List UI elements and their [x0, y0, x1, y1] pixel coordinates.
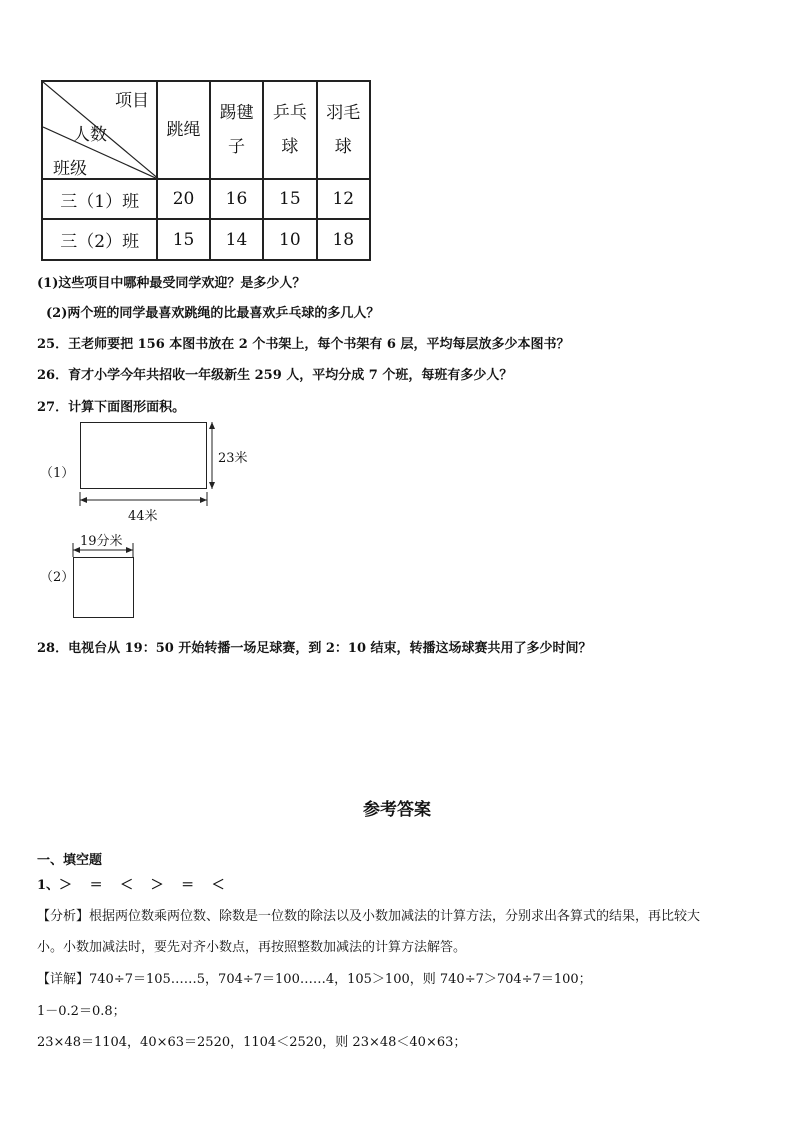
header-line: 球	[281, 137, 299, 157]
analysis-line-1: 【分析】根据两位数乘两位数、除数是一位数的除法以及小数加减法的计算方法，分别求出各算式的结果，再比较大	[37, 909, 701, 924]
diag-label-count: 人数	[73, 125, 107, 145]
question-24-1: (1)这些项目中哪种最受同学欢迎？是多少人？	[37, 276, 306, 291]
answers-section-heading: 一、填空题	[37, 853, 103, 868]
figure-2-label: （2）	[40, 570, 75, 585]
survey-table	[41, 80, 371, 261]
header-line: 羽毛	[326, 103, 361, 123]
figure-1-width-label: 44米	[128, 509, 158, 524]
table-cell: 20	[157, 179, 209, 219]
question-24-2: (2)两个班的同学最喜欢跳绳的比最喜欢乒乓球的多几人？	[46, 306, 380, 321]
table-cell: 15	[263, 179, 316, 219]
table-cell: 18	[317, 219, 370, 260]
header-badminton	[317, 81, 370, 179]
diag-label-class: 班级	[53, 159, 87, 179]
survey-table-container	[41, 80, 371, 259]
question-27: 27．计算下面图形面积。	[37, 400, 186, 415]
table-cell: 12	[317, 179, 370, 219]
detail-line-1: 【详解】740÷7＝105……5，704÷7＝100……4，105＞100，则 740÷7＞704÷7＝100；	[37, 972, 592, 987]
figure-2-side-label: 19分米	[80, 534, 123, 549]
diagonal-header-cell	[42, 81, 157, 179]
header-jump-rope	[157, 81, 209, 179]
header-line: 子	[227, 137, 245, 157]
diag-label-item: 项目	[115, 91, 149, 111]
figure-1-dimension-lines	[76, 418, 226, 518]
detail-line-3: 23×48＝1104，40×63＝2520，1104＜2520，则 23×48＜40×63；	[37, 1035, 467, 1050]
table-cell: 14	[210, 219, 263, 260]
table-header-row	[42, 81, 370, 179]
header-line: 球	[334, 137, 352, 157]
table-cell: 10	[263, 219, 316, 260]
row-label: 三（1）班	[42, 179, 157, 219]
figure-1-height-label: 23米	[218, 451, 248, 466]
table-row	[42, 219, 370, 260]
header-line: 乒乓	[272, 103, 307, 123]
header-line: 跳绳	[166, 120, 201, 140]
answer-line-1: 1、＞ ＝ ＜ ＞ ＝ ＜	[37, 878, 225, 893]
question-25: 25．王老师要把 156 本图书放在 2 个书架上，每个书架有 6 层，平均每层放多少本图书？	[37, 337, 570, 352]
analysis-line-2: 小。小数加减法时，要先对齐小数点，再按照整数加减法的计算方法解答。	[37, 940, 467, 955]
question-28: 28．电视台从 19：50 开始转播一场足球赛，到 2：10 结束，转播这场球赛共用了多少时间？	[37, 641, 592, 656]
row-label: 三（2）班	[42, 219, 157, 260]
header-line: 踢毽	[219, 103, 254, 123]
detail-line-2: 1－0.2＝0.8；	[37, 1004, 126, 1019]
table-cell: 15	[157, 219, 209, 260]
figure-2-square	[73, 557, 134, 618]
question-26: 26．育才小学今年共招收一年级新生 259 人，平均分成 7 个班，每班有多少人？	[37, 368, 513, 383]
figure-1-label: （1）	[40, 466, 75, 481]
table-cell: 16	[210, 179, 263, 219]
answers-title: 参考答案	[363, 800, 431, 820]
table-row	[42, 179, 370, 219]
header-ping-pong	[263, 81, 316, 179]
header-shuttlecock	[210, 81, 263, 179]
